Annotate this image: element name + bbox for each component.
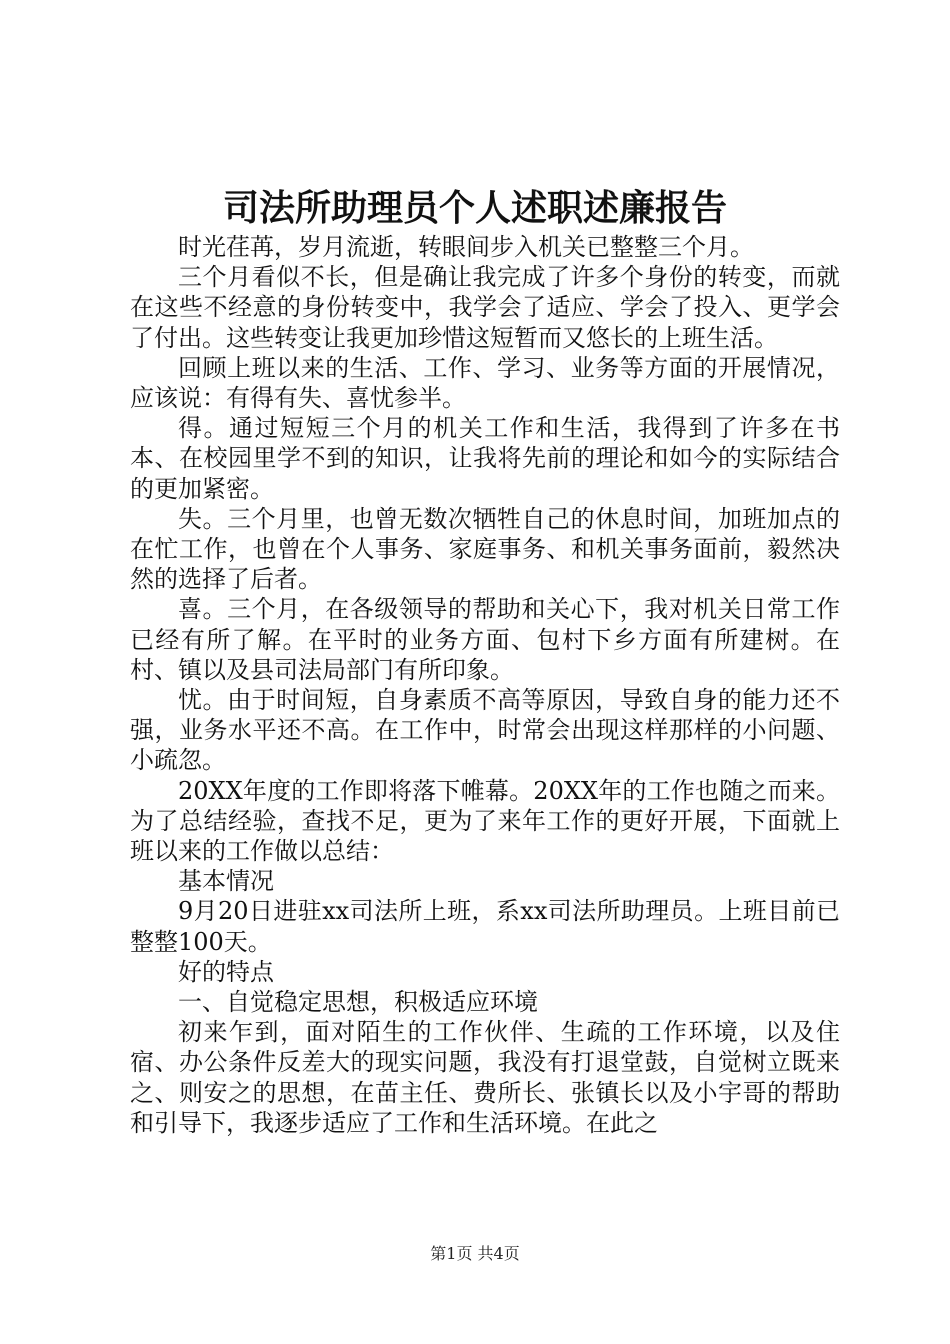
- paragraph: 失。三个月里，也曾无数次牺牲自己的休息时间，加班加点的在忙工作，也曾在个人事务、家庭事务、和机关事务面前，毅然决然的选择了后者。: [130, 504, 840, 594]
- paragraph: 忧。由于时间短，自身素质不高等原因，导致自身的能力还不强，业务水平还不高。在工作中，时常会出现这样那样的小问题、小疏忽。: [130, 686, 840, 775]
- paragraph: 时光荏苒，岁月流逝，转眼间步入机关已整整三个月。: [178, 233, 754, 261]
- paragraph: 回顾上班以来的生活、工作、学习、业务等方面的开展情况，应该说：有得有失、喜忧参半。: [130, 353, 840, 413]
- section-heading: 一、自觉稳定思想，积极适应环境: [178, 988, 538, 1017]
- paragraph: 初来乍到，面对陌生的工作伙伴、生疏的工作环境，以及住宿、办公条件反差大的现实问题，我没有打退堂鼓，自觉树立既来之、则安之的思想，在苗主任、费所长、张镇长以及小宇哥的帮助和引导下，我逐步适应了工作和生活环境。在此之: [130, 1018, 840, 1137]
- paragraph: 20XX年度的工作即将落下帷幕。20XX年的工作也随之而来。为了总结经验，查找不足，更为了来年工作的更好开展，下面就上班以来的工作做以总结：: [130, 776, 840, 866]
- document-title: 司法所助理员个人述职述廉报告: [222, 187, 727, 229]
- document-body: [130, 232, 840, 1138]
- paragraph: 三个月看似不长，但是确让我完成了许多个身份的转变，而就在这些不经意的身份转变中，我学会了适应、学会了投入、更学会了付出。这些转变让我更加珍惜这短暂而又悠长的上班生活。: [130, 263, 840, 352]
- paragraph: 得。通过短短三个月的机关工作和生活，我得到了许多在书本、在校园里学不到的知识，让我将先前的理论和如今的实际结合的更加紧密。: [130, 414, 840, 503]
- paragraph: 9月20日进驻xx司法所上班，系xx司法所助理员。上班目前已整整100天。: [130, 897, 840, 956]
- page-number-footer: 第1页 共4页: [430, 1244, 520, 1263]
- section-heading: 基本情况: [178, 867, 274, 896]
- section-heading: 好的特点: [178, 957, 274, 986]
- paragraph: 喜。三个月，在各级领导的帮助和关心下，我对机关日常工作已经有所了解。在平时的业务方面、包村下乡方面有所建树。在村、镇以及县司法局部门有所印象。: [130, 595, 840, 684]
